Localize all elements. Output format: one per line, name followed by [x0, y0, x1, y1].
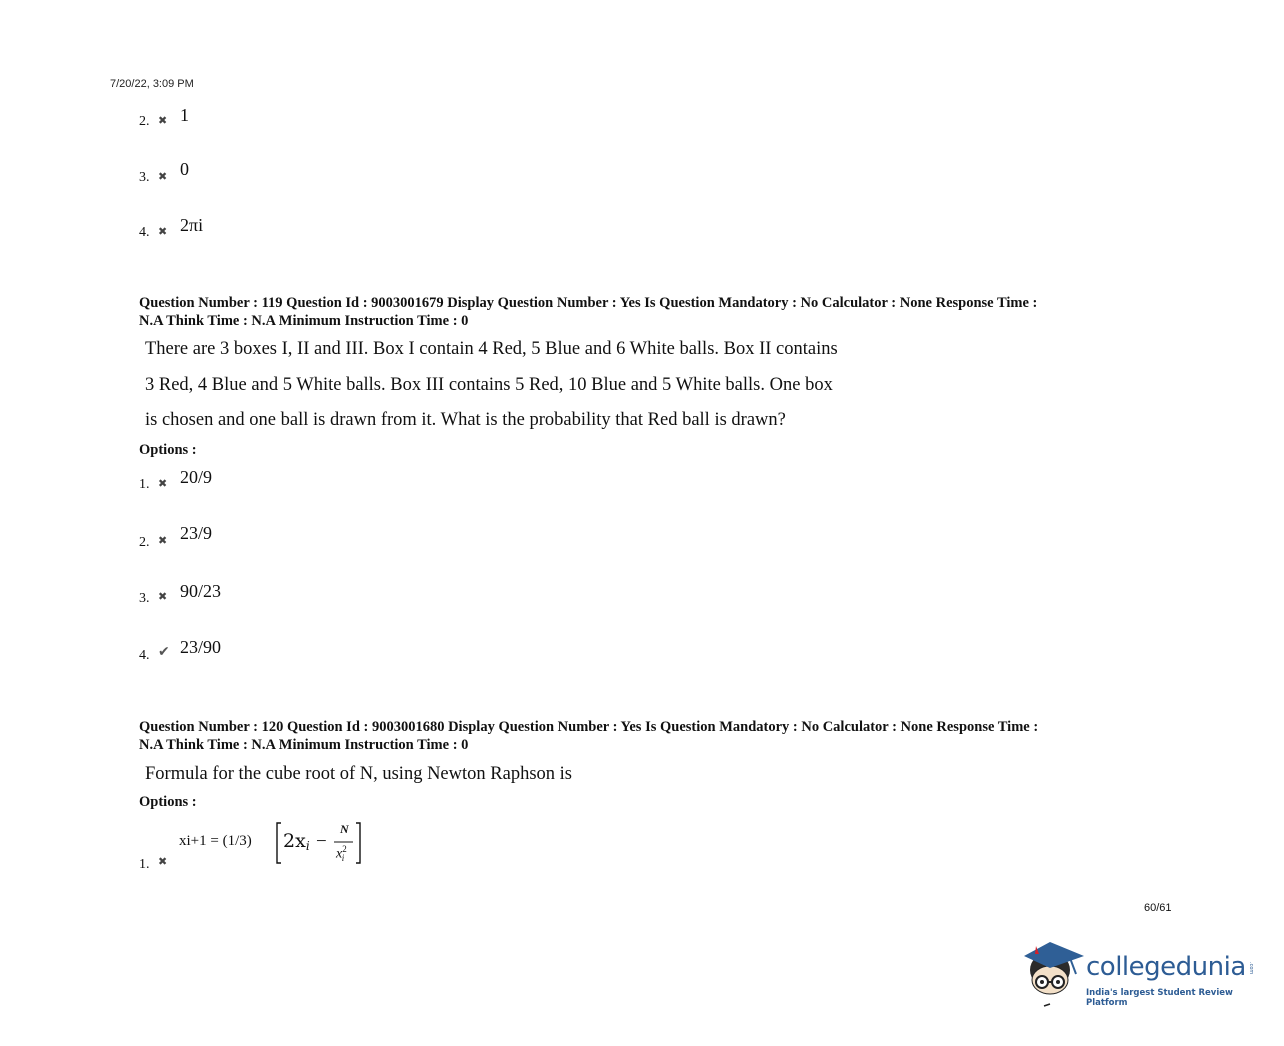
brand-tagline: India's largest Student Review Platform [1086, 988, 1233, 1008]
cross-icon: ✖ [158, 534, 168, 547]
question-line: 3 Red, 4 Blue and 5 White balls. Box III contains 5 Red, 10 Blue and 5 White balls. One box [145, 374, 833, 395]
option-number: 1. [139, 857, 150, 872]
cross-icon: ✖ [158, 590, 168, 603]
option-value: 2πi [180, 215, 204, 235]
question-119-text [145, 332, 965, 439]
option-number: 2. [139, 535, 150, 550]
formula-lhs: xi+1 = (1/3) [179, 833, 252, 849]
newton-raphson-formula [179, 820, 399, 866]
option-number: 3. [139, 591, 150, 606]
brand-name: collegedunia [1086, 952, 1246, 982]
option-value: 90/23 [180, 581, 222, 601]
question-120-text: Formula for the cube root of N, using Newton Raphson is [145, 764, 572, 784]
option-number: 1. [139, 477, 150, 492]
option-row [139, 215, 539, 245]
question-119-meta [139, 294, 1169, 330]
formula-minus: − [316, 831, 327, 852]
meta-line: N.A Think Time : N.A Minimum Instruction Time : 0 [139, 313, 469, 329]
check-icon: ✔ [158, 644, 170, 660]
cross-icon: ✖ [158, 114, 168, 127]
option-value: 0 [180, 159, 189, 179]
formula-numerator: N [340, 822, 349, 836]
question-120-meta [139, 718, 1169, 754]
mascot-icon [1022, 938, 1088, 1008]
options-label: Options : [139, 794, 197, 810]
formula-denominator: $x^2_i$ [336, 844, 347, 864]
meta-line: N.A Think Time : N.A Minimum Instruction Time : 0 [139, 737, 469, 753]
timestamp: 7/20/22, 3:09 PM [110, 78, 194, 90]
cross-icon: ✖ [158, 170, 168, 183]
meta-line: Question Number : 120 Question Id : 9003001680 Display Question Number : Yes Is Question Mandatory : No Calculator : None Response Time : [139, 719, 1039, 735]
option-row [139, 467, 539, 497]
option-row [139, 523, 539, 553]
options-label: Options : [139, 442, 197, 458]
question-line: There are 3 boxes I, II and III. Box I contain 4 Red, 5 Blue and 6 White balls. Box II contains [145, 339, 838, 359]
option-value: 20/9 [180, 467, 213, 487]
option-number: 2. [139, 114, 150, 129]
option-number: 4. [139, 648, 150, 663]
option-number: 4. [139, 225, 150, 240]
brand-suffix: .com [1248, 962, 1254, 975]
option-value: 23/9 [180, 523, 213, 543]
page-number: 60/61 [1144, 902, 1172, 914]
option-row [139, 159, 539, 189]
option-row [139, 105, 539, 135]
cross-icon: ✖ [158, 855, 168, 868]
cross-icon: ✖ [158, 225, 168, 238]
option-number: 3. [139, 170, 150, 185]
option-value: 1 [180, 105, 189, 125]
formula-term: 2xi [283, 830, 310, 853]
option-value: 23/90 [180, 637, 222, 657]
cross-icon: ✖ [158, 477, 168, 490]
option-row [139, 637, 539, 667]
meta-line: Question Number : 119 Question Id : 9003001679 Display Question Number : Yes Is Question Mandatory : No Calculator : None Response Time : [139, 295, 1038, 311]
collegedunia-logo [1022, 938, 1262, 1008]
question-line: is chosen and one ball is drawn from it. What is the probability that Red ball is drawn? [145, 410, 786, 430]
option-row [139, 581, 539, 611]
